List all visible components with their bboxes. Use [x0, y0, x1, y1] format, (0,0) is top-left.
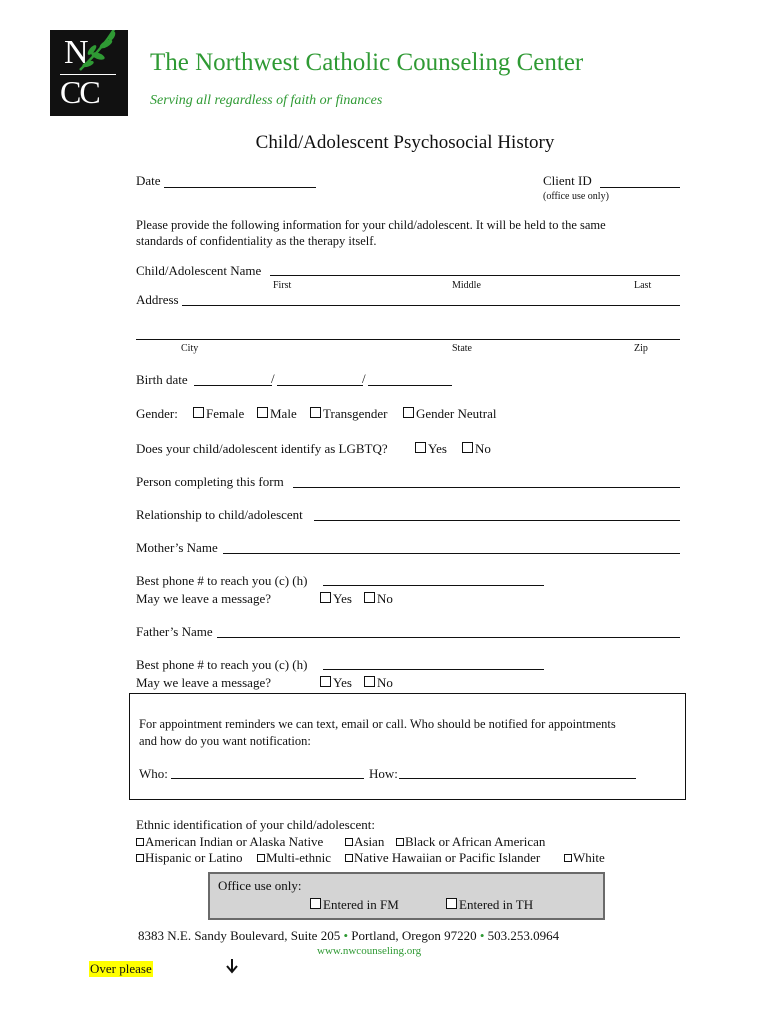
logo-letters-bottom: CC: [60, 74, 99, 110]
bullet-icon: •: [479, 928, 485, 943]
birth-year-field[interactable]: [368, 385, 452, 386]
birth-date-label: Birth date: [136, 372, 188, 387]
child-name-field[interactable]: [270, 275, 680, 276]
ethnic-asian-option[interactable]: [345, 834, 384, 850]
address-field-1[interactable]: [182, 305, 680, 306]
ethnic-black-option[interactable]: [396, 834, 545, 850]
address-field-2[interactable]: [136, 339, 680, 340]
checkbox[interactable]: [310, 898, 321, 909]
ethnic-hawaiian-option[interactable]: [345, 850, 540, 866]
intro-line-2: standards of confidentiality as the therapy itself.: [136, 234, 377, 248]
fathers-name-field[interactable]: [217, 637, 680, 638]
gender-female-label: Female: [206, 406, 245, 421]
checkbox[interactable]: [364, 676, 375, 687]
no-label: No: [377, 591, 393, 606]
address-state-label: State: [452, 343, 472, 354]
mother-phone-field[interactable]: [323, 585, 544, 586]
ethnic-hispanic-option[interactable]: [136, 850, 242, 866]
how-field[interactable]: [399, 778, 636, 779]
lgbtq-yes-option[interactable]: [415, 441, 447, 457]
no-label: No: [475, 441, 491, 456]
bullet-icon: •: [343, 928, 349, 943]
footer-contact: [138, 928, 559, 944]
mother-message-label: May we leave a message?: [136, 591, 271, 606]
father-phone-field[interactable]: [323, 669, 544, 670]
checkbox[interactable]: [396, 838, 404, 846]
gender-male-label: Male: [270, 406, 297, 421]
over-please-label: Over please: [90, 961, 152, 976]
checkbox[interactable]: [257, 854, 265, 862]
checkbox[interactable]: [193, 407, 204, 418]
relationship-field[interactable]: [314, 520, 680, 521]
how-label: How:: [369, 766, 398, 781]
mother-phone-label: Best phone # to reach you (c) (h): [136, 573, 308, 588]
lgbtq-question: Does your child/adolescent identify as LGBTQ?: [136, 441, 388, 456]
person-completing-label: Person completing this form: [136, 474, 284, 489]
gender-neutral-label: Gender Neutral: [416, 406, 497, 421]
client-id-label: Client ID: [543, 173, 592, 188]
client-id-field[interactable]: [600, 187, 680, 188]
gender-female-option[interactable]: [193, 406, 244, 422]
who-label: Who:: [139, 766, 168, 781]
person-completing-field[interactable]: [293, 487, 680, 488]
gender-transgender-label: Transgender: [323, 406, 388, 421]
intro-line-1: Please provide the following information for your child/adolescent. It will be held to the same: [136, 218, 606, 232]
checkbox[interactable]: [136, 854, 144, 862]
form-title: Child/Adolescent Psychosocial History: [255, 132, 555, 153]
father-message-label: May we leave a message?: [136, 675, 271, 690]
entered-fm-label: Entered in FM: [323, 897, 399, 912]
relationship-label: Relationship to child/adolescent: [136, 507, 303, 522]
gender-transgender-option[interactable]: [310, 406, 388, 422]
multi-ethnic-label: Multi-ethnic: [266, 850, 331, 865]
yes-label: Yes: [428, 441, 447, 456]
checkbox[interactable]: [320, 592, 331, 603]
gender-neutral-option[interactable]: [403, 406, 497, 422]
ethnic-white-option[interactable]: [564, 850, 605, 866]
date-field[interactable]: [164, 187, 316, 188]
footer-address: 8383 N.E. Sandy Boulevard, Suite 205: [138, 928, 341, 943]
american-indian-label: American Indian or Alaska Native: [145, 834, 324, 849]
tagline: Serving all regardless of faith or finances: [150, 93, 383, 108]
reminder-line-2: and how do you want notification:: [139, 734, 311, 748]
gender-label: Gender:: [136, 406, 178, 421]
black-african-american-label: Black or African American: [405, 834, 546, 849]
footer-website[interactable]: www.nwcounseling.org: [317, 945, 422, 957]
birth-month-field[interactable]: [194, 385, 272, 386]
checkbox[interactable]: [136, 838, 144, 846]
logo-letters-top: N: [64, 34, 89, 71]
birth-day-field[interactable]: [277, 385, 363, 386]
yes-label: Yes: [333, 675, 352, 690]
office-use-note: (office use only): [543, 191, 609, 202]
birth-slash-2: /: [362, 371, 366, 386]
lgbtq-no-option[interactable]: [462, 441, 491, 457]
address-city-label: City: [181, 343, 199, 354]
checkbox[interactable]: [310, 407, 321, 418]
birth-slash-1: /: [271, 371, 275, 386]
gender-male-option[interactable]: [257, 406, 297, 422]
checkbox[interactable]: [345, 854, 353, 862]
yes-label: Yes: [333, 591, 352, 606]
ethnic-multi-option[interactable]: [257, 850, 331, 866]
mother-message-no-option[interactable]: [364, 591, 393, 607]
father-phone-label: Best phone # to reach you (c) (h): [136, 657, 308, 672]
mothers-name-label: Mother’s Name: [136, 540, 218, 555]
who-field[interactable]: [171, 778, 364, 779]
native-hawaiian-label: Native Hawaiian or Pacific Islander: [354, 850, 541, 865]
reminder-line-1: For appointment reminders we can text, email or call. Who should be notified for appointments: [139, 717, 616, 731]
date-label: Date: [136, 173, 161, 188]
ethnic-label: Ethnic identification of your child/adolescent:: [136, 817, 375, 832]
child-name-label: Child/Adolescent Name: [136, 263, 262, 278]
name-middle-label: Middle: [452, 280, 481, 291]
address-zip-label: Zip: [634, 343, 648, 354]
entered-th-option[interactable]: [446, 897, 533, 913]
name-last-label: Last: [634, 280, 652, 291]
footer-phone: 503.253.0964: [487, 928, 560, 943]
father-message-no-option[interactable]: [364, 675, 393, 691]
office-use-label: Office use only:: [218, 878, 302, 893]
checkbox[interactable]: [462, 442, 473, 453]
arrow-down-icon: [226, 958, 238, 979]
ethnic-american-indian-option[interactable]: [136, 834, 323, 850]
fathers-name-label: Father’s Name: [136, 624, 213, 639]
asian-label: Asian: [354, 834, 385, 849]
footer-city: Portland, Oregon 97220: [351, 928, 477, 943]
checkbox[interactable]: [564, 854, 572, 862]
mother-message-yes-option[interactable]: [320, 591, 352, 607]
checkbox[interactable]: [345, 838, 353, 846]
checkbox[interactable]: [415, 442, 426, 453]
checkbox[interactable]: [364, 592, 375, 603]
logo: [50, 30, 128, 116]
checkbox[interactable]: [320, 676, 331, 687]
hispanic-latino-label: Hispanic or Latino: [145, 850, 243, 865]
checkbox[interactable]: [446, 898, 457, 909]
checkbox[interactable]: [403, 407, 414, 418]
entered-th-label: Entered in TH: [459, 897, 534, 912]
white-label: White: [573, 850, 605, 865]
name-first-label: First: [273, 280, 292, 291]
no-label: No: [377, 675, 393, 690]
address-label: Address: [136, 292, 179, 307]
checkbox[interactable]: [257, 407, 268, 418]
org-name: The Northwest Catholic Counseling Center: [150, 49, 584, 76]
mothers-name-field[interactable]: [223, 553, 680, 554]
father-message-yes-option[interactable]: [320, 675, 352, 691]
entered-fm-option[interactable]: [310, 897, 399, 913]
